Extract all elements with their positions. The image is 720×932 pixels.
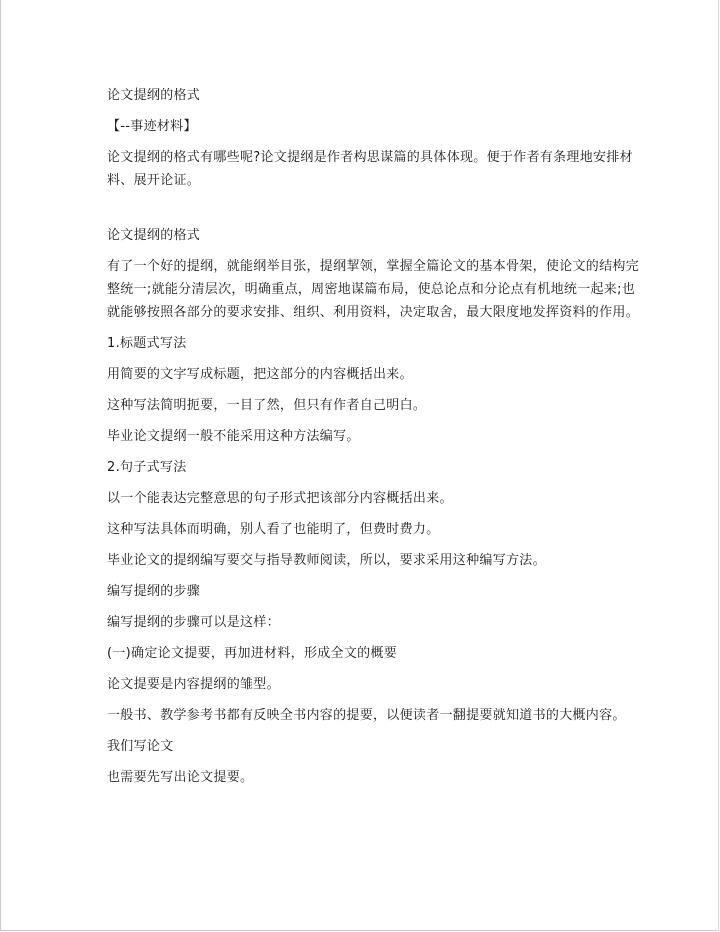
- section-heading: 论文提纲的格式: [107, 228, 201, 243]
- steps-intro: 编写提纲的步骤可以是这样：: [107, 615, 280, 630]
- method2-heading: 2.句子式写法: [107, 460, 187, 475]
- document-content: [107, 84, 647, 797]
- method2-paragraph-1: 以一个能表达完整意思的句子形式把该部分内容概括出来。: [107, 491, 453, 506]
- intro-paragraph: 论文提纲的格式有哪些呢?论文提纲是作者构思谋篇的具体体现。便于作者有条理地安排材料、展开论证。: [107, 150, 633, 188]
- method1-paragraph-2: 这种写法简明扼要，一目了然，但只有作者自己明白。: [107, 398, 427, 413]
- method2-paragraph-2: 这种写法具体而明确，别人看了也能明了，但费时费力。: [107, 522, 440, 537]
- step1-heading: (一)确定论文提要，再加进材料，形成全文的概要: [107, 646, 398, 661]
- step1-paragraph-3: 我们写论文: [107, 739, 174, 754]
- method1-paragraph-1: 用简要的文字写成标题，把这部分的内容概括出来。: [107, 367, 413, 382]
- method1-heading: 1.标题式写法: [107, 336, 187, 351]
- section-paragraph: 有了一个好的提纲，就能纲举目张，提纲挈领，掌握全篇论文的基本骨架，使论文的结构完整统一;就能分清层次，明确重点，周密地谋篇布局，使总论点和分论点有机地统一起来;也就能够按照各部分的要求安排、组织、利用资料，决定取舍，最大限度地发挥资料的作用。: [107, 259, 640, 320]
- step1-paragraph-2: 一般书、教学参考书都有反映全书内容的提要，以便读者一翻提要就知道书的大概内容。: [107, 708, 626, 723]
- step1-paragraph-4: 也需要先写出论文提要。: [107, 770, 254, 785]
- method2-paragraph-3: 毕业论文的提纲编写要交与指导教师阅读，所以，要求采用这种编写方法。: [107, 553, 546, 568]
- steps-heading: 编写提纲的步骤: [107, 584, 201, 599]
- source-label: 【--事迹材料】: [107, 119, 197, 134]
- step1-paragraph-1: 论文提要是内容提纲的雏型。: [107, 677, 280, 692]
- method1-paragraph-3: 毕业论文提纲一般不能采用这种方法编写。: [107, 429, 360, 444]
- document-title: 论文提纲的格式: [107, 88, 201, 103]
